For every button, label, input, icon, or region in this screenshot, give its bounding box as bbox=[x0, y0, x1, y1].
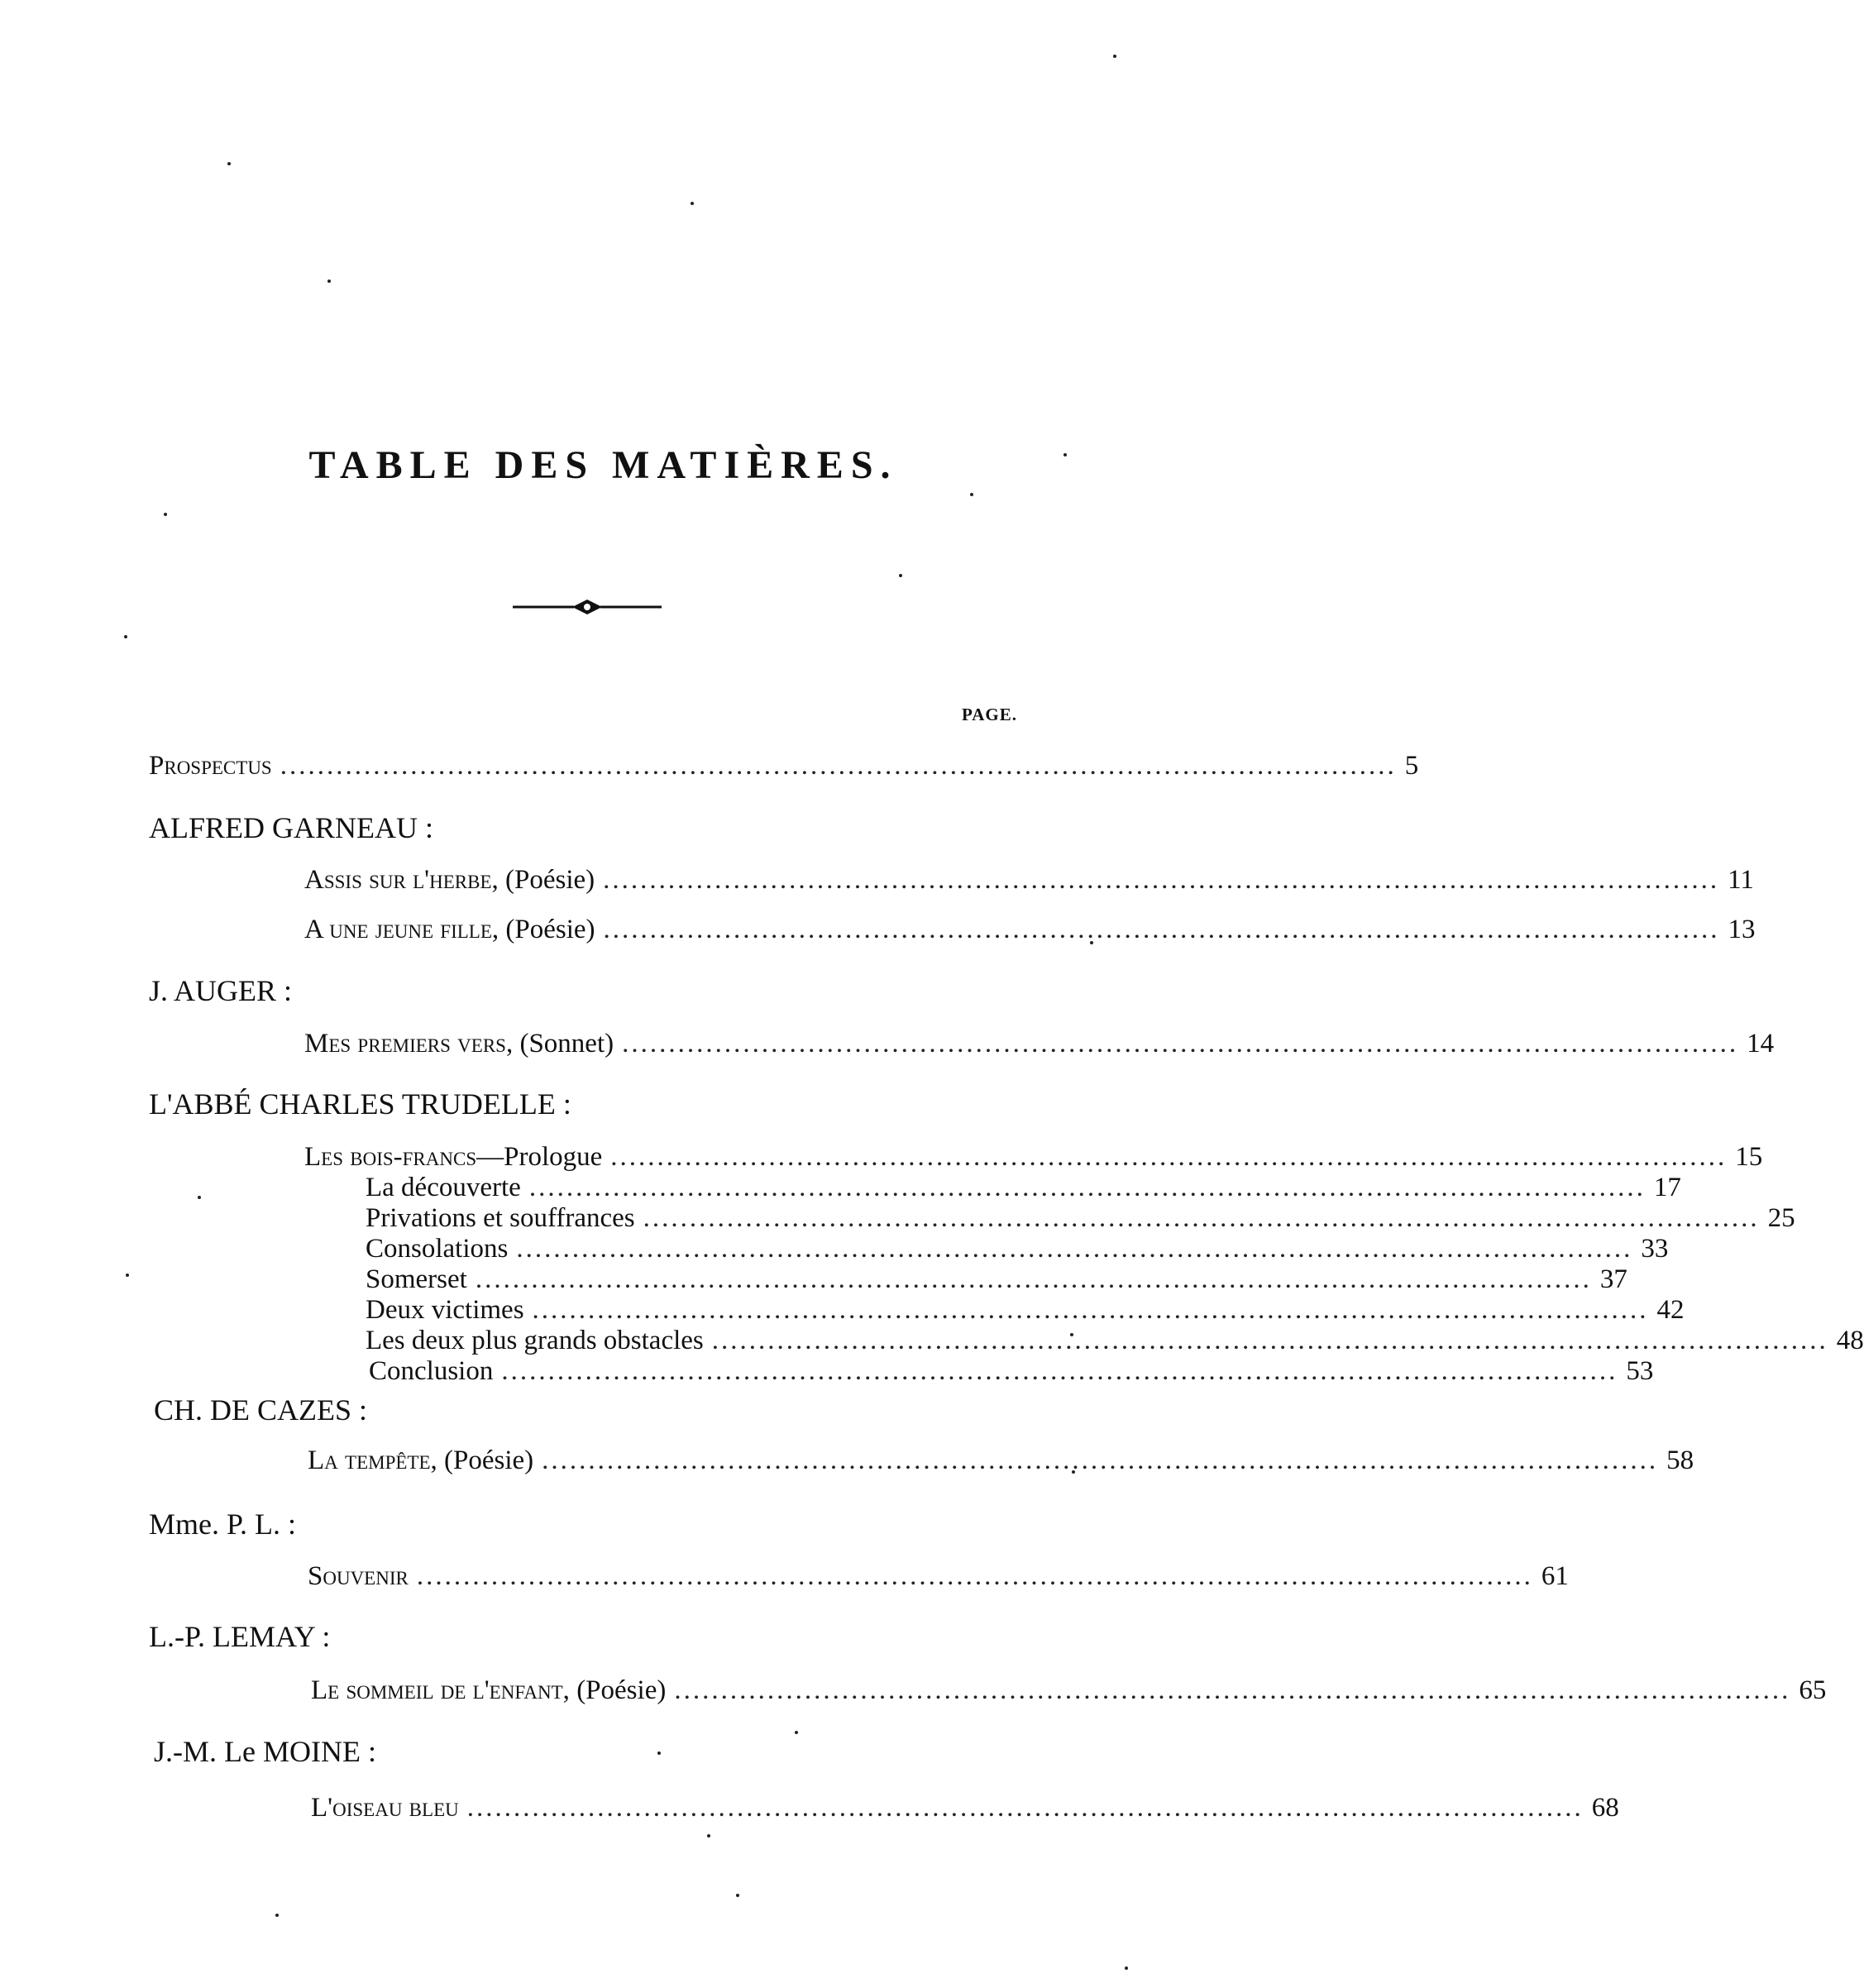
entry-title: Deux victimes bbox=[366, 1295, 524, 1325]
dot-leader: ........................................................................................................................ bbox=[622, 1029, 1739, 1059]
entry-title: A une jeune fille, bbox=[304, 915, 499, 944]
entry-title: Assis sur l'herbe, bbox=[304, 865, 499, 895]
ink-speck bbox=[198, 1196, 201, 1199]
dot-leader: ........................................................................................................................ bbox=[501, 1356, 1618, 1386]
ink-speck bbox=[1125, 1966, 1128, 1970]
toc-entry bbox=[369, 1354, 1654, 1388]
entry-title: Souvenir bbox=[308, 1561, 409, 1591]
page-number: 53 bbox=[1626, 1356, 1654, 1386]
dot-leader: ........................................................................................................................ bbox=[516, 1234, 1633, 1264]
toc-entry bbox=[304, 1026, 1775, 1061]
toc-entry bbox=[308, 1559, 1569, 1594]
entry-title: L'oiseau bleu bbox=[311, 1793, 459, 1823]
toc-entry bbox=[366, 1293, 1685, 1327]
toc-entry bbox=[311, 1790, 1619, 1825]
toc-entry bbox=[304, 1140, 1763, 1174]
toc-entry bbox=[366, 1323, 1864, 1358]
ink-speck bbox=[691, 202, 694, 205]
toc-entry bbox=[304, 912, 1756, 947]
entry-note: —Prologue bbox=[476, 1142, 603, 1172]
ink-speck bbox=[124, 635, 127, 638]
page-column-header: PAGE. bbox=[961, 705, 1017, 724]
entry-title: Prospectus bbox=[149, 751, 272, 781]
dot-leader: ........................................................................................................................ bbox=[674, 1675, 1791, 1705]
toc-entry-prospectus bbox=[149, 748, 1419, 783]
page-number: 61 bbox=[1541, 1561, 1569, 1591]
page-number: 11 bbox=[1728, 865, 1754, 895]
dot-leader: ........................................................................................................................ bbox=[532, 1295, 1649, 1325]
ink-speck bbox=[795, 1731, 798, 1734]
ornament-divider bbox=[513, 597, 662, 617]
dot-leader: ........................................................................................................................ bbox=[528, 1173, 1646, 1202]
page-number: 17 bbox=[1653, 1173, 1681, 1202]
page-number: 42 bbox=[1656, 1295, 1685, 1325]
ink-speck bbox=[1113, 55, 1116, 58]
entry-note: (Sonnet) bbox=[519, 1029, 614, 1059]
toc-entry bbox=[311, 1673, 1827, 1708]
entry-title: La découverte bbox=[366, 1173, 521, 1202]
toc-entry bbox=[366, 1201, 1795, 1235]
author-heading: CH. DE CAZES : bbox=[154, 1393, 368, 1426]
author-heading: L.-P. LEMAY : bbox=[149, 1620, 331, 1653]
ink-speck bbox=[164, 513, 167, 516]
page-number: 14 bbox=[1747, 1029, 1775, 1059]
entry-title: Mes premiers vers, bbox=[304, 1029, 514, 1059]
entry-note: (Poésie) bbox=[505, 915, 595, 944]
page-title: TABLE DES MATIÈRES. bbox=[308, 443, 898, 487]
ink-speck bbox=[707, 1834, 710, 1837]
ink-speck bbox=[736, 1894, 739, 1897]
page-number: 15 bbox=[1735, 1142, 1763, 1172]
dot-leader: ........................................................................................................................ bbox=[643, 1203, 1760, 1233]
dot-leader: ........................................................................................................................ bbox=[711, 1326, 1828, 1355]
ink-speck bbox=[126, 1274, 129, 1277]
entry-title: Les deux plus grands obstacles bbox=[366, 1326, 704, 1355]
dot-leader: ........................................................................................................................ bbox=[610, 1142, 1728, 1172]
entry-title: Les bois-francs bbox=[304, 1142, 477, 1172]
toc-entry bbox=[366, 1231, 1669, 1266]
author-heading: ALFRED GARNEAU : bbox=[149, 811, 434, 844]
ink-speck bbox=[227, 162, 231, 165]
ink-speck bbox=[327, 280, 331, 283]
ink-speck bbox=[657, 1751, 661, 1755]
entry-title: La tempête, bbox=[308, 1446, 437, 1475]
page-number: 65 bbox=[1799, 1675, 1827, 1705]
ink-speck bbox=[275, 1914, 279, 1917]
page-number: 68 bbox=[1591, 1793, 1619, 1823]
page-number: 58 bbox=[1666, 1446, 1694, 1475]
page-number: 33 bbox=[1641, 1234, 1669, 1264]
author-heading: Mme. P. L. : bbox=[149, 1508, 297, 1541]
toc-entry bbox=[366, 1170, 1681, 1205]
toc-entry bbox=[366, 1262, 1627, 1297]
entry-note: (Poésie) bbox=[444, 1446, 534, 1475]
entry-title: Conclusion bbox=[369, 1356, 494, 1386]
dot-leader: ........................................................................................................................ bbox=[603, 915, 1720, 944]
author-heading: J.-M. Le MOINE : bbox=[154, 1735, 376, 1768]
dot-leader: ........................................................................................................................ bbox=[475, 1264, 1592, 1294]
page-number: 48 bbox=[1836, 1326, 1864, 1355]
page-number: 25 bbox=[1767, 1203, 1795, 1233]
dot-leader: ........................................................................................................................ bbox=[603, 865, 1720, 895]
author-heading: L'ABBÉ CHARLES TRUDELLE : bbox=[149, 1087, 571, 1121]
page-number: 13 bbox=[1728, 915, 1756, 944]
page-number: 37 bbox=[1599, 1264, 1627, 1294]
page-number: 5 bbox=[1404, 751, 1419, 781]
entry-title: Privations et souffrances bbox=[366, 1203, 635, 1233]
ink-speck bbox=[899, 574, 902, 577]
entry-note: (Poésie) bbox=[505, 865, 595, 895]
author-heading: J. AUGER : bbox=[149, 974, 293, 1007]
ink-speck bbox=[970, 493, 973, 496]
entry-title: Le sommeil de l'enfant, bbox=[311, 1675, 570, 1705]
toc-entry bbox=[304, 863, 1754, 897]
dot-leader: ........................................................................................................................ bbox=[280, 751, 1397, 781]
dot-leader: ........................................................................................................................ bbox=[466, 1793, 1584, 1823]
entry-note: (Poésie) bbox=[576, 1675, 667, 1705]
dot-leader: ........................................................................................................................ bbox=[542, 1446, 1659, 1475]
entry-title: Consolations bbox=[366, 1234, 509, 1264]
dot-leader: ........................................................................................................................ bbox=[416, 1561, 1533, 1591]
entry-title: Somerset bbox=[366, 1264, 467, 1294]
toc-entry bbox=[308, 1443, 1694, 1478]
